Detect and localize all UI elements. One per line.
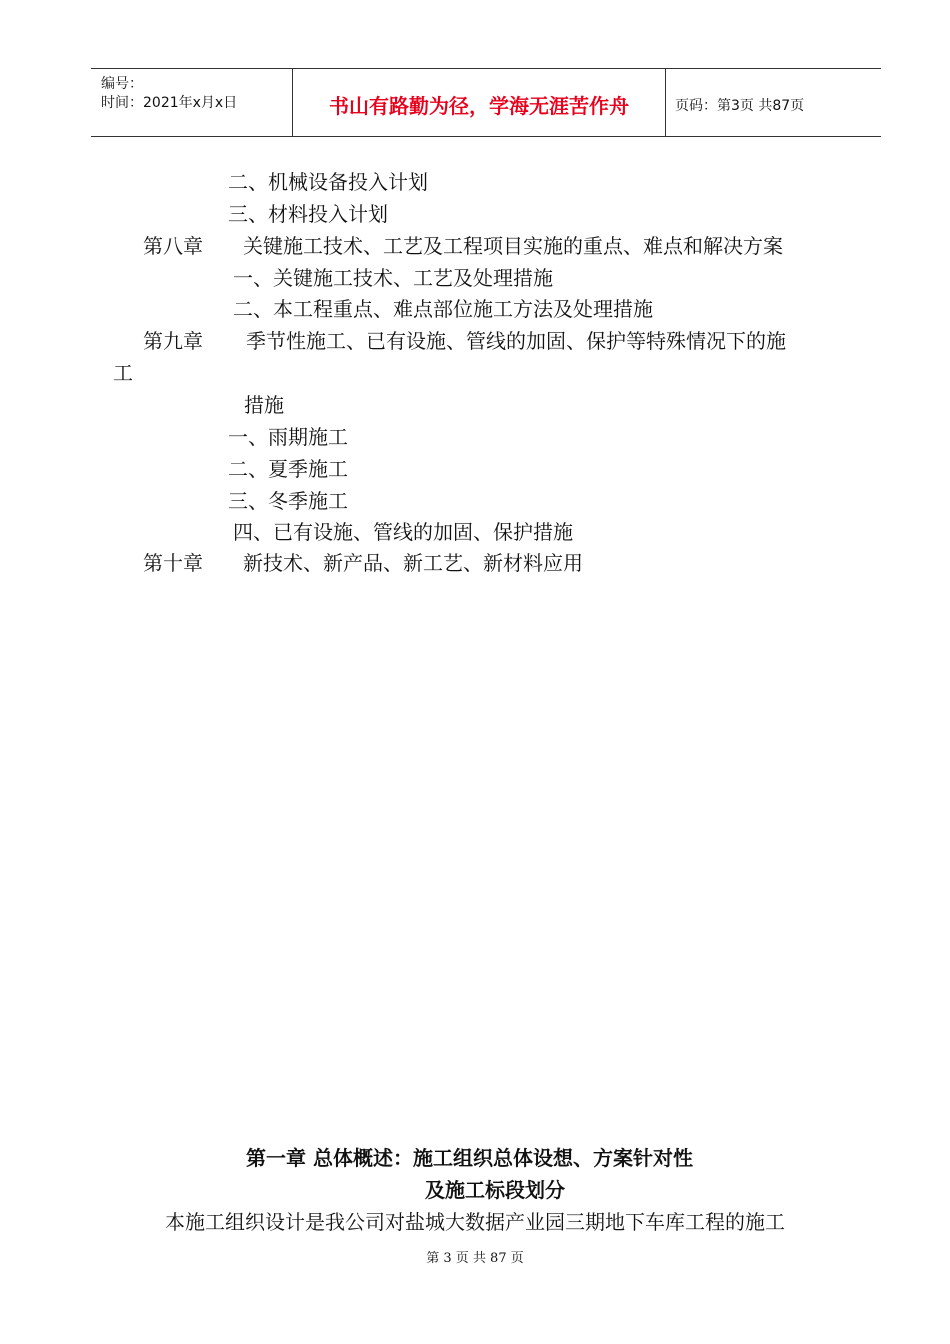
toc-item: 二、机械设备投入计划	[228, 170, 428, 194]
toc-item: 措施	[244, 393, 284, 417]
toc-item: 三、材料投入计划	[228, 202, 388, 226]
toc-item: 四、已有设施、管线的加固、保护措施	[233, 520, 573, 544]
toc-item: 工	[113, 361, 133, 385]
header-motto-cell	[292, 69, 666, 136]
toc-chapter-title: 新技术、新产品、新工艺、新材料应用	[243, 551, 583, 575]
motto: 书山有路勤为径，学海无涯苦作舟	[329, 94, 629, 118]
toc-item: 一、雨期施工	[228, 425, 348, 449]
toc-item: 二、夏季施工	[228, 457, 348, 481]
toc-item: 二、本工程重点、难点部位施工方法及处理措施	[233, 297, 653, 321]
page-info: 页码：第3页 共87页	[675, 98, 805, 114]
toc-chapter-number: 第十章	[143, 551, 203, 575]
toc-chapter-title: 关键施工技术、工艺及工程项目实施的重点、难点和解决方案	[243, 234, 783, 258]
toc-item: 三、冬季施工	[228, 489, 348, 513]
time-label: 时间：2021年x月x日	[101, 95, 238, 111]
toc-chapter-title: 季节性施工、已有设施、管线的加固、保护等特殊情况下的施	[246, 329, 786, 353]
body-paragraph: 本施工组织设计是我公司对盐城大数据产业园三期地下车库工程的施工	[165, 1210, 785, 1234]
header-page-cell	[665, 69, 881, 136]
toc-chapter-number: 第八章	[143, 234, 203, 258]
toc-chapter-number: 第九章	[143, 329, 203, 353]
page-header	[91, 68, 881, 137]
page-footer: 第 3 页 共 87 页	[426, 1251, 524, 1266]
toc-item: 一、关键施工技术、工艺及处理措施	[233, 266, 553, 290]
number-label: 编号：	[101, 76, 143, 92]
chapter-heading-line2: 及施工标段划分	[425, 1178, 565, 1202]
chapter-heading-line1: 第一章 总体概述：施工组织总体设想、方案针对性	[246, 1146, 693, 1170]
header-info-cell	[91, 69, 291, 136]
